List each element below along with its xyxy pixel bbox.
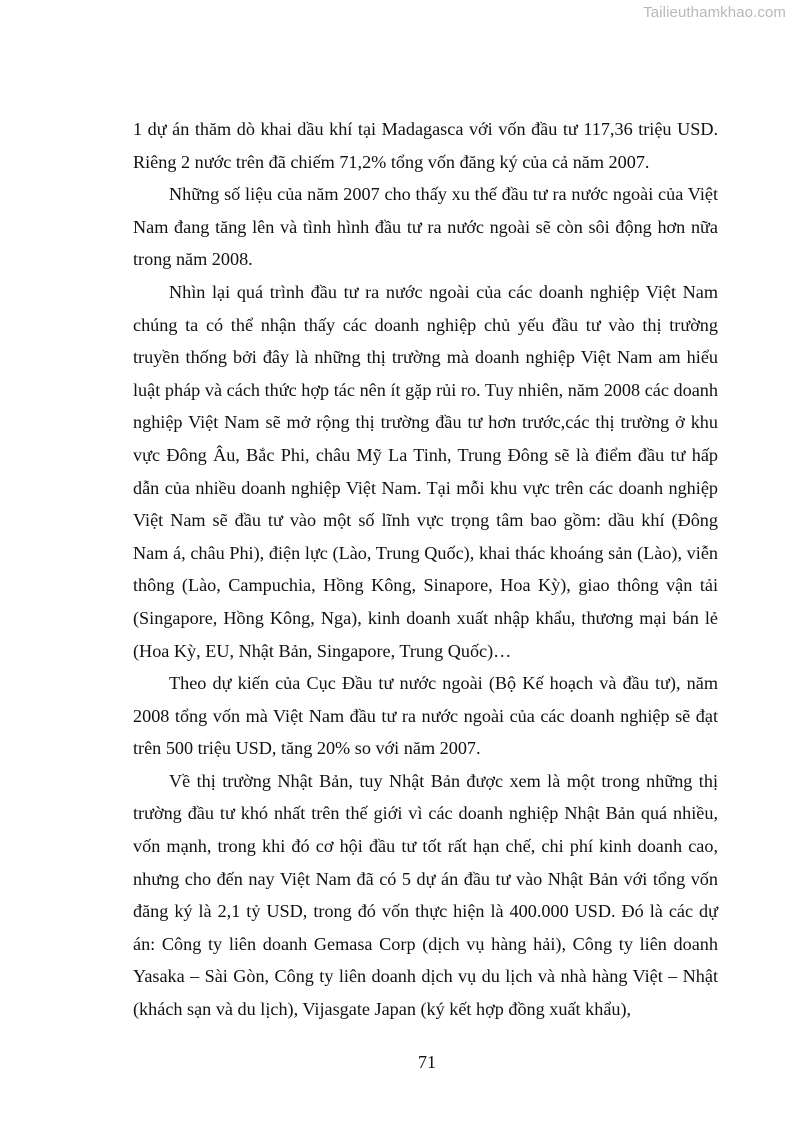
watermark-text: Tailieuthamkhao.com <box>643 4 786 21</box>
paragraph-continuation: 1 dự án thăm dò khai dầu khí tại Madagasca với vốn đầu tư 117,36 triệu USD. Riêng 2 nước trên đã chiếm 71,2% tổng vốn đăng ký của cả năm 2007. <box>133 119 718 172</box>
page-number: 71 <box>418 1052 436 1072</box>
document-body <box>133 113 718 1026</box>
paragraph-2008-forecast: Theo dự kiến của Cục Đầu tư nước ngoài (Bộ Kế hoạch và đầu tư), năm 2008 tổng vốn mà Việt Nam đầu tư ra nước ngoài của các doanh nghiệp sẽ đạt trên 500 triệu USD, tăng 20% so với năm 2007. <box>133 673 718 759</box>
paragraph-traditional-markets: Nhìn lại quá trình đầu tư ra nước ngoài của các doanh nghiệp Việt Nam chúng ta có thể nhận thấy các doanh nghiệp chủ yếu đầu tư vào thị trường truyền thống bởi đây là những thị trường mà doanh nghiệp Việt Nam am hiểu luật pháp và cách thức hợp tác nên ít gặp rủi ro. Tuy nhiên, năm 2008 các doanh nghiệp Việt Nam sẽ mở rộng thị trường đầu tư hơn trước,các thị trường ở khu vực Đông Âu, Bắc Phi, châu Mỹ La Tinh, Trung Đông sẽ là điểm đầu tư hấp dẫn của nhiều doanh nghiệp Việt Nam. Tại mỗi khu vực trên các doanh nghiệp Việt Nam sẽ đầu tư vào một số lĩnh vực trọng tâm bao gồm: dầu khí (Đông Nam á, châu Phi), điện lực (Lào, Trung Quốc), khai thác khoáng sản (Lào), viễn thông (Lào, Campuchia, Hồng Kông, Sinapore, Hoa Kỳ), giao thông vận tải (Singapore, Hồng Kông, Nga), kinh doanh xuất nhập khẩu, thương mại bán lẻ (Hoa Kỳ, EU, Nhật Bản, Singapore, Trung Quốc)… <box>133 281 718 661</box>
paragraph-japan-market: Về thị trường Nhật Bản, tuy Nhật Bản được xem là một trong những thị trường đầu tư khó nhất trên thế giới vì các doanh nghiệp Nhật Bản quá nhiều, vốn mạnh, trong khi đó cơ hội đầu tư tốt rất hạn chế, chi phí kinh doanh cao, nhưng cho đến nay Việt Nam đã có 5 dự án đầu tư vào Nhật Bản với tổng vốn đăng ký là 2,1 tỷ USD, trong đó vốn thực hiện là 400.000 USD. Đó là các dự án: Công ty liên doanh Gemasa Corp (dịch vụ hàng hải), Công ty liên doanh Yasaka – Sài Gòn, Công ty liên doanh dịch vụ du lịch và nhà hàng Việt – Nhật (khách sạn và du lịch), Vijasgate Japan (ký kết hợp đồng xuất khẩu), <box>133 770 718 1020</box>
paragraph-2007-trend: Những số liệu của năm 2007 cho thấy xu thế đầu tư ra nước ngoài của Việt Nam đang tăng lên và tình hình đầu tư ra nước ngoài sẽ còn sôi động hơn nữa trong năm 2008. <box>133 184 718 270</box>
